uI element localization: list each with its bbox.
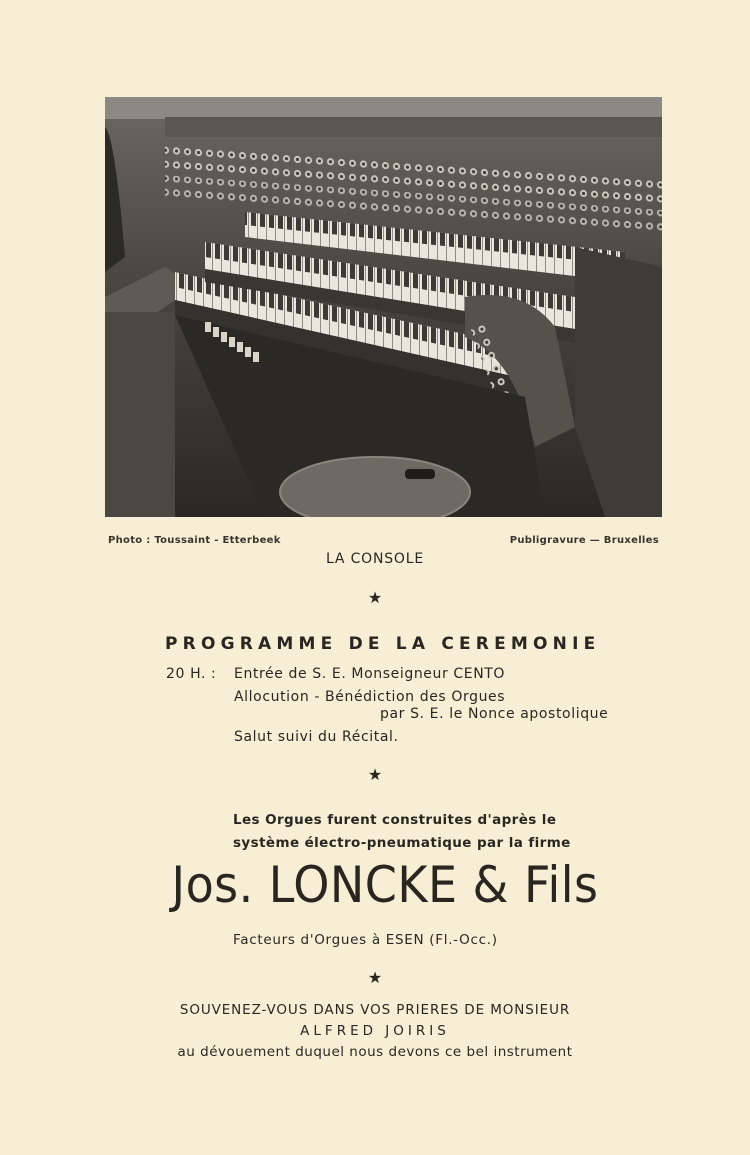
organ-console-illustration <box>105 97 662 517</box>
star-separator-icon: ★ <box>367 588 383 607</box>
memorial-line: SOUVENEZ-VOUS DANS VOS PRIERES DE MONSIEUR <box>179 1002 571 1018</box>
organ-console-photo <box>105 97 662 517</box>
programme-line: Entrée de S. E. Monseigneur CENTO <box>234 666 506 682</box>
programme-time: 20 H. : <box>166 666 217 682</box>
builder-intro-line: Les Orgues furent construites d'après le <box>233 812 557 828</box>
photo-credit: Photo : Toussaint - Etterbeek <box>108 535 281 546</box>
programme-line: par S. E. le Nonce apostolique <box>380 706 609 722</box>
memorial-name: ALFRED JOIRIS <box>300 1023 450 1039</box>
programme-title: PROGRAMME DE LA CEREMONIE <box>165 634 601 654</box>
photo-caption: LA CONSOLE <box>326 551 424 567</box>
star-separator-icon: ★ <box>367 765 383 784</box>
builder-intro-line: système électro-pneumatique par la firme <box>233 835 571 851</box>
programme-line: Allocution - Bénédiction des Orgues <box>234 689 506 705</box>
builder-company-name: Jos. LONCKE & Fils <box>171 856 599 914</box>
memorial-line: au dévouement duquel nous devons ce bel instrument <box>177 1044 573 1060</box>
star-separator-icon: ★ <box>367 968 383 987</box>
engraver-credit: Publigravure — Bruxelles <box>509 535 659 546</box>
builder-location: Facteurs d'Orgues à ESEN (Fl.-Occ.) <box>233 932 498 948</box>
programme-line: Salut suivi du Récital. <box>234 729 399 745</box>
